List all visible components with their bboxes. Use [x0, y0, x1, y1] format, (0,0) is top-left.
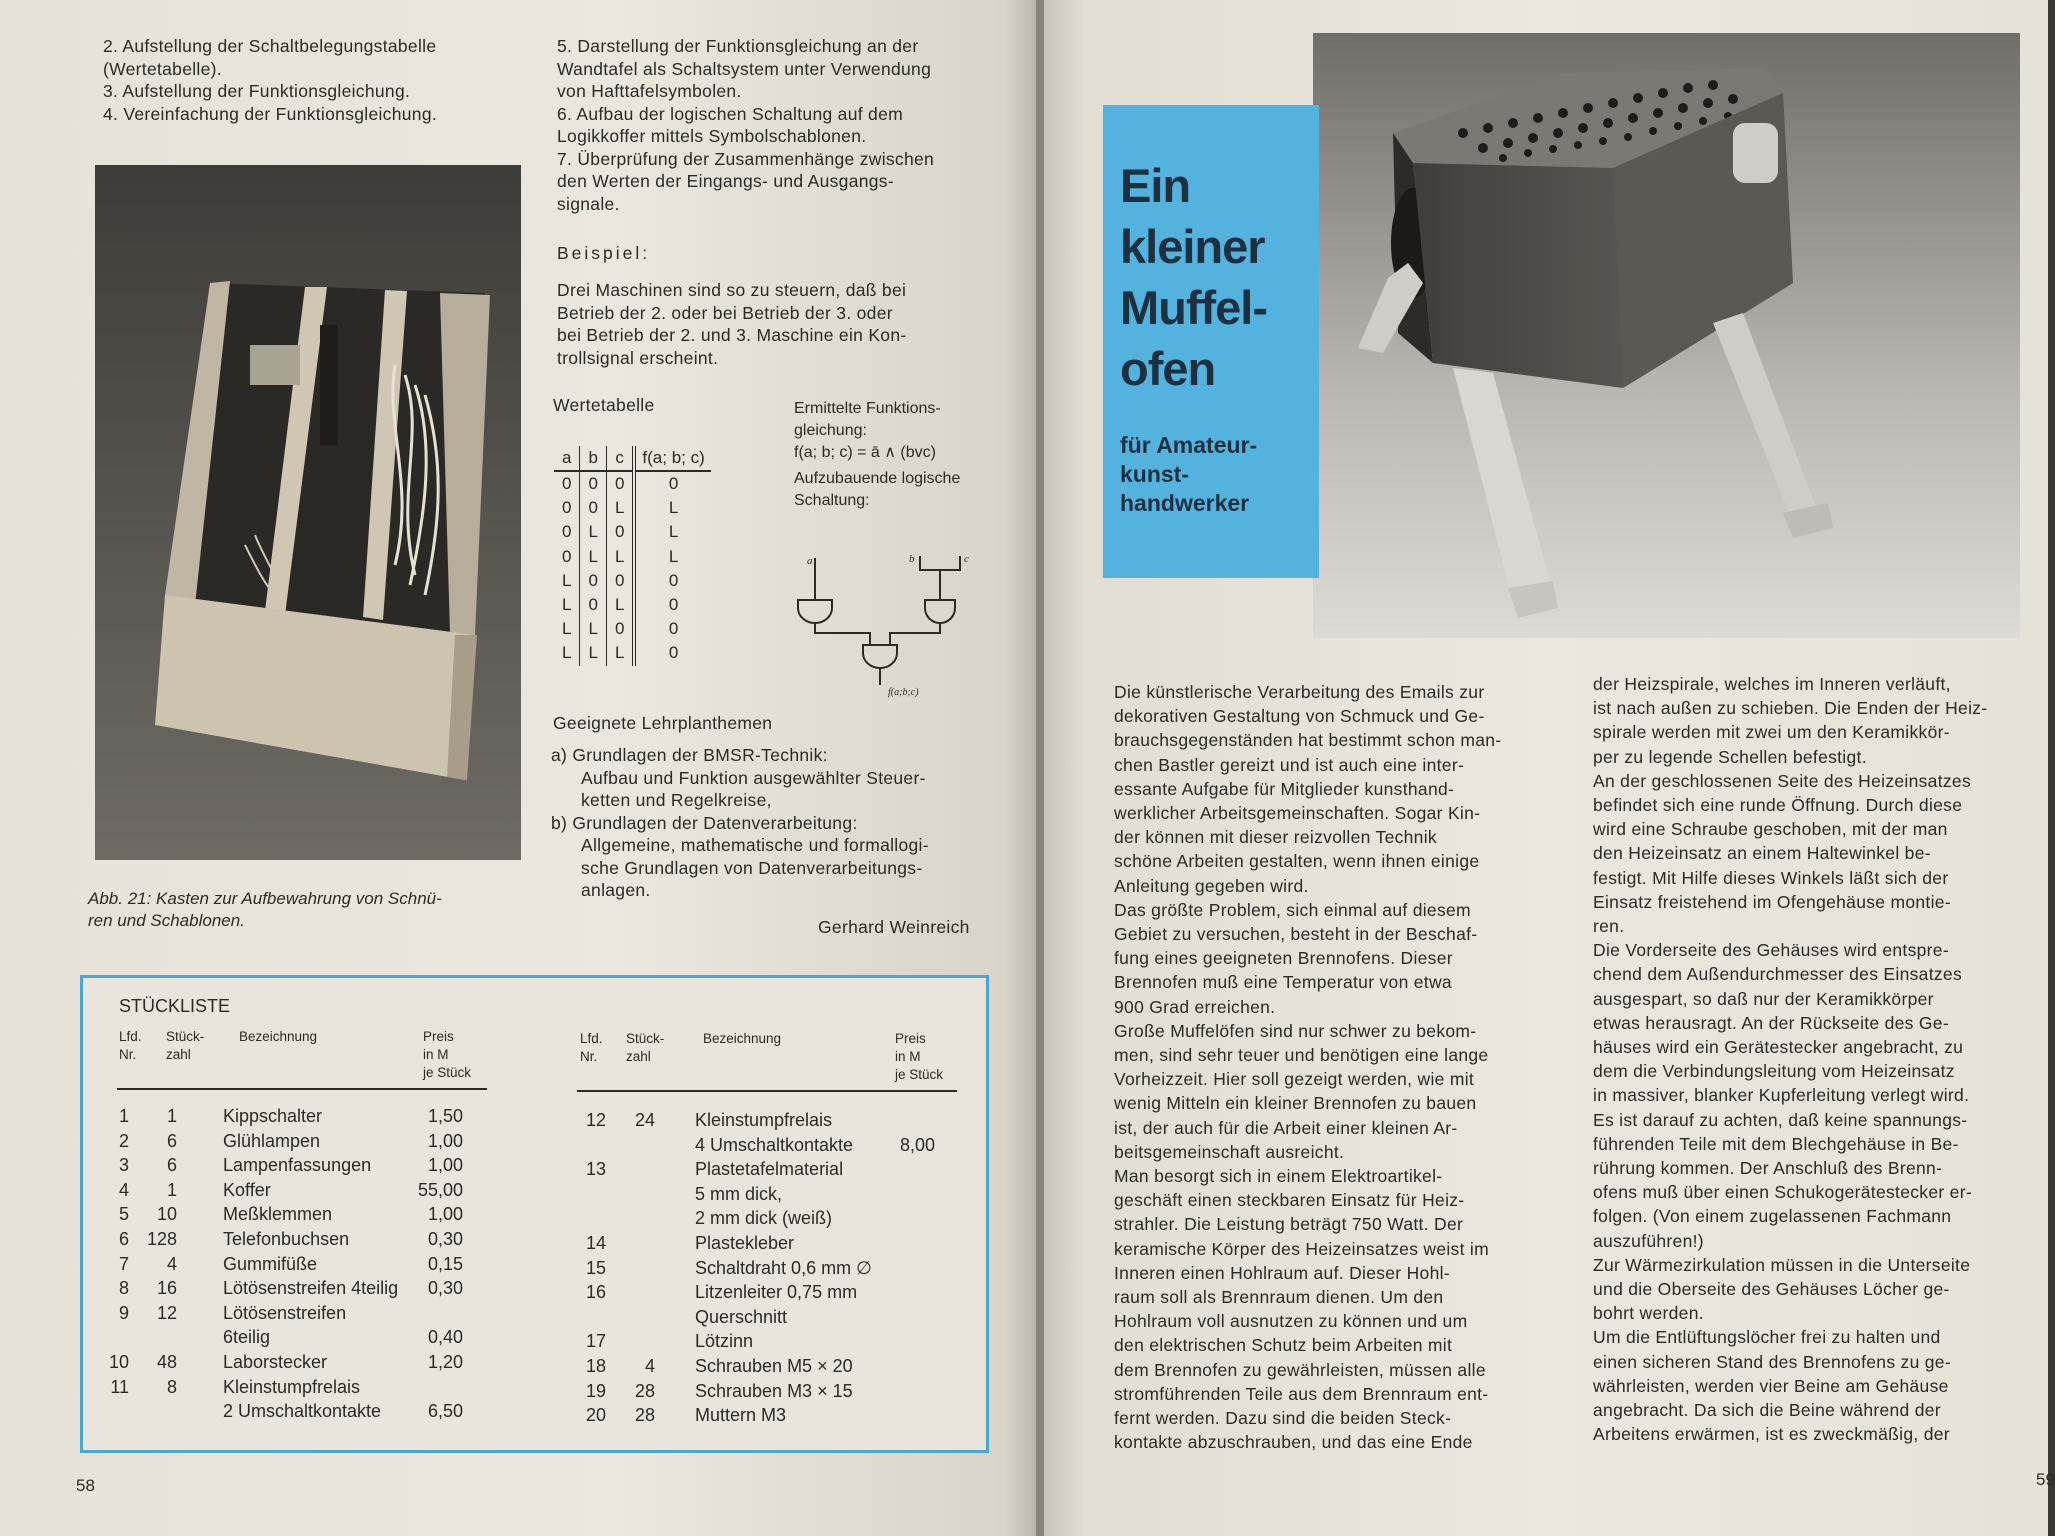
article-line: keramische Körper des Heizeinsatzes weist im — [1114, 1238, 1489, 1259]
stueckliste-cell-nr: 20 — [585, 1405, 606, 1426]
article-line: Die künstlerische Verarbeitung des Emails zur — [1114, 682, 1485, 702]
truth-table-row — [554, 520, 711, 544]
header-rule-right — [577, 1090, 957, 1092]
truth-table-row — [554, 545, 711, 569]
stueckliste-cell-bez: Kleinstumpfrelais — [695, 1110, 833, 1130]
truth-table-body — [554, 471, 711, 666]
article-line: Große Muffelöfen sind nur schwer zu bekom- — [1114, 1020, 1477, 1041]
title-panel — [1103, 105, 1319, 578]
truth-table-row — [554, 569, 711, 593]
truth-table-row — [554, 641, 711, 665]
article-line: häuses wird ein Gerätestecker angebracht, zu — [1593, 1037, 1964, 1058]
article-line: chen Bastler gereizt und ist auch eine inter- — [1114, 754, 1465, 775]
article-title — [1120, 155, 1267, 399]
list-line: 7. Überprüfung der Zusammenhänge zwischen — [557, 148, 935, 169]
article-line: werklicher Arbeitsgemeinschaften. Sogar Kin- — [1114, 803, 1481, 824]
stueckliste-cell-nr: 5 — [118, 1204, 129, 1225]
subtitle-line: handwerker — [1120, 490, 1250, 516]
stueckliste-cell-zahl: 1 — [166, 1106, 177, 1126]
truth-table-cell: 0 — [606, 520, 634, 544]
truth-table-cell: 0 — [606, 471, 634, 496]
article-line: bohrt werden. — [1593, 1303, 1704, 1324]
col-lfd-nr-header — [119, 1028, 142, 1064]
list-line: signale. — [557, 193, 620, 214]
title-line: ofen — [1120, 342, 1216, 395]
stueckliste-cell-preis: 1,00 — [427, 1204, 463, 1225]
beispiel-heading: Beispiel: — [557, 243, 651, 263]
truth-table-cell: L — [606, 545, 634, 569]
stueckliste-cell-bez: Lötösenstreifen 4teilig — [223, 1278, 399, 1299]
article-line: strahler. Die Leistung beträgt 750 Watt. Der — [1114, 1214, 1464, 1235]
truth-table-cell: L — [554, 593, 580, 617]
article-line: kontakte abzuschrauben, und das eine Ende — [1114, 1432, 1473, 1453]
header-lfd: Lfd. — [580, 1031, 603, 1046]
truth-table-cell: L — [606, 496, 634, 520]
article-line: Die Vorderseite des Gehäuses wird entspre- — [1593, 940, 1949, 961]
article-line: brauchsgegenständen hat bestimmt schon man- — [1114, 730, 1502, 751]
stueckliste-cell-preis: 55,00 — [417, 1179, 463, 1200]
article-line: folgen. (Von einem zugelassenen Fachmann — [1593, 1206, 1952, 1227]
stueckliste-cell-bez: Plastetafelmaterial — [695, 1159, 844, 1180]
stueckliste-cell-nr: 18 — [585, 1356, 606, 1376]
article-line: rührung kommen. Der Anschluß des Brenn- — [1593, 1158, 1943, 1179]
wertetabelle-heading: Wertetabelle — [553, 395, 655, 415]
list-line: 6. Aufbau der logischen Schaltung auf dem — [557, 103, 904, 124]
truth-table-cell: 0 — [580, 471, 606, 496]
text-line: Drei Maschinen sind so zu steuern, daß bei — [557, 280, 907, 300]
truth-table-row — [554, 617, 711, 641]
wooden-box-photo — [95, 165, 521, 860]
stueckliste-cell-nr: 2 — [118, 1130, 129, 1151]
gate-or-bc — [925, 600, 955, 623]
article-line: dem die Verbindungsleitung vom Heizeinsatz — [1593, 1061, 1955, 1082]
article-line: den elektrischen Schutz beim Arbeiten mit — [1114, 1335, 1453, 1356]
gate-and — [863, 645, 897, 668]
gate-not-a — [798, 600, 832, 623]
stueckliste-cell-bez: Plastekleber — [695, 1233, 795, 1253]
caption-line: Abb. 21: Kasten zur Aufbewahrung von Schnü- — [88, 889, 442, 908]
lehrplan-item: anlagen. — [581, 880, 651, 900]
col-lfd-nr-header-right — [580, 1030, 603, 1066]
truth-table-cell: 0 — [580, 569, 606, 593]
truth-table-cell: 0 — [580, 593, 606, 617]
stueckliste-cell-preis: 0,30 — [427, 1278, 463, 1299]
header-je-stueck: je Stück — [895, 1067, 944, 1082]
lehrplan-item: b) Grundlagen der Datenverarbeitung: — [551, 812, 858, 833]
col-bezeichnung-header-right: Bezeichnung — [703, 1031, 782, 1046]
truth-table-cell: 0 — [606, 617, 634, 641]
author-name: Gerhard Weinreich — [818, 917, 970, 937]
stueckliste-cell-preis: 1,20 — [427, 1352, 463, 1372]
stueckliste-cell-bez: Muttern M3 — [695, 1405, 787, 1426]
ermittelte-block — [794, 398, 1004, 512]
logic-circuit-diagram — [785, 550, 995, 710]
stueckliste-cell-zahl: 28 — [634, 1405, 655, 1426]
truth-table-row — [554, 471, 711, 496]
wire-to-and-left — [815, 623, 870, 645]
col-f-header: f(a; b; c) — [634, 446, 710, 471]
stueckliste-cell-bez: Lötösenstreifen — [223, 1302, 347, 1323]
article-line: chend dem Außendurchmesser des Einsatzes — [1593, 964, 1962, 985]
stueckliste-cell-bez: Lötzinn — [695, 1331, 754, 1352]
article-line: geschäft einen steckbaren Einsatz für Heiz- — [1114, 1190, 1465, 1211]
stueckliste-cell-nr: 19 — [585, 1380, 606, 1401]
truth-table-cell: 0 — [580, 496, 606, 520]
subtitle-line: kunst- — [1120, 461, 1189, 487]
truth-table-header — [554, 446, 711, 471]
truth-table-cell: 0 — [606, 569, 634, 593]
article-line: ausgespart, so daß nur der Keramikkörper — [1593, 988, 1934, 1009]
article-line: der Heizspirale, welches im Inneren verläuft, — [1593, 674, 1951, 694]
list-line: 5. Darstellung der Funktionsgleichung an der — [557, 36, 919, 56]
circuit-label-a: a — [807, 555, 813, 567]
page-number-left: 58 — [76, 1476, 95, 1495]
truth-table-cell: 0 — [668, 643, 679, 663]
stueckliste-cell-bez: 6teilig — [223, 1327, 271, 1348]
circuit-label-c: c — [964, 553, 969, 565]
stueckliste-cell-bez: Schrauben M5 × 20 — [695, 1356, 853, 1376]
header-zahl: zahl — [626, 1049, 651, 1064]
article-line: Das größte Problem, sich einmal auf diesem — [1114, 899, 1471, 920]
stueckliste-cell-preis: 8,00 — [899, 1134, 935, 1155]
stueckliste-cell-nr: 13 — [585, 1159, 606, 1180]
article-line: men, sind sehr teuer und benötigen eine lange — [1114, 1045, 1489, 1066]
truth-table-cell: L — [668, 546, 679, 566]
stueckliste-title: STÜCKLISTE — [119, 996, 231, 1016]
title-line: Muffel- — [1120, 281, 1268, 334]
stueckliste-cell-bez: Glühlampen — [223, 1130, 321, 1151]
stueckliste-cell-bez: Schrauben M3 × 15 — [695, 1380, 853, 1401]
stueckliste-cell-preis: 0,30 — [427, 1229, 463, 1249]
header-in-m: in M — [423, 1047, 449, 1062]
stueckliste-cell-zahl: 128 — [146, 1229, 177, 1249]
article-line: Inneren einen Hohlraum auf. Dieser Hohl- — [1114, 1262, 1450, 1283]
col-b-header: b — [580, 446, 606, 471]
stueckliste-cell-zahl: 28 — [634, 1380, 655, 1401]
article-column-2 — [1593, 672, 2043, 1447]
header-stueck: Stück- — [626, 1031, 665, 1046]
truth-table-row — [554, 496, 711, 520]
stueckliste-cell-zahl: 48 — [156, 1352, 177, 1372]
wire-to-and-right — [890, 623, 940, 645]
header-nr: Nr. — [580, 1049, 598, 1064]
article-line: dem Brennofen zu gewährleisten, müssen alle — [1114, 1359, 1486, 1380]
list-line: Logikkoffer mittels Symbolschablonen. — [557, 126, 867, 146]
article-line: spirale werden mit zwei um den Keramikkör- — [1593, 722, 1950, 743]
circuit-label-output: f(a;b;c) — [888, 687, 919, 698]
article-line: Zur Wärmezirkulation müssen in die Unterseite — [1593, 1254, 1971, 1275]
article-line: fernt werden. Dazu sind die beiden Steck- — [1114, 1408, 1452, 1429]
truth-table-cell: 0 — [554, 471, 580, 496]
left-col1-list — [103, 35, 503, 125]
truth-table-cell: 0 — [554, 520, 580, 544]
stueckliste-cell-bez: Telefonbuchsen — [223, 1229, 350, 1249]
stueckliste-cell-bez: Laborstecker — [223, 1352, 328, 1372]
article-line: dekorativen Gestaltung von Schmuck und Ge- — [1114, 706, 1485, 727]
lehrplan-item: Aufbau und Funktion ausgewählter Steuer- — [581, 767, 926, 788]
col-a-header: a — [554, 446, 580, 471]
header-stueck: Stück- — [166, 1029, 205, 1044]
col-bezeichnung-header: Bezeichnung — [239, 1029, 318, 1044]
wire-bc — [920, 556, 960, 570]
truth-table-cell: L — [606, 593, 634, 617]
stueckliste-cell-zahl: 6 — [166, 1130, 177, 1151]
truth-table-cell: 0 — [554, 545, 580, 569]
stueckliste-cell-bez: 2 Umschaltkontakte — [223, 1401, 382, 1422]
stueckliste-box — [80, 975, 989, 1453]
stueckliste-cell-nr: 4 — [118, 1179, 129, 1200]
header-rule-left — [117, 1088, 487, 1090]
stueckliste-cell-bez: Kleinstumpfrelais — [223, 1376, 361, 1397]
truth-table-row — [554, 593, 711, 617]
article-line: Man besorgt sich in einem Elektroartikel- — [1114, 1166, 1443, 1187]
col-stueckzahl-header-right — [626, 1030, 664, 1066]
article-line: Arbeitens erwärmen, ist es zweckmäßig, der — [1593, 1424, 1950, 1445]
header-preis: Preis — [423, 1029, 454, 1044]
ermittelte-line: gleichung: — [794, 422, 867, 439]
truth-table-cell: 0 — [554, 496, 580, 520]
stueckliste-cell-preis: 6,50 — [427, 1401, 463, 1422]
list-line: den Werten der Eingangs- und Ausgangs- — [557, 171, 894, 191]
stueckliste-cell-nr: 7 — [118, 1253, 129, 1274]
stueckliste-cell-bez: Litzenleiter 0,75 mm — [695, 1282, 858, 1303]
truth-table-cell: 0 — [668, 474, 679, 493]
article-line: essante Aufgabe für Mitglieder kunsthand- — [1114, 778, 1455, 799]
article-line: fung eines geeigneten Brennofens. Dieser — [1114, 948, 1453, 969]
col-c-header: c — [606, 446, 634, 471]
article-line: Gebiet zu versuchen, besteht in der Beschaf- — [1114, 924, 1478, 945]
article-line: ofens muß über einen Schukogerätestecker er- — [1593, 1182, 1972, 1203]
article-line: festigt. Mit Hilfe dieses Winkels läßt sich der — [1593, 867, 1949, 888]
col-preis-header-right — [895, 1030, 943, 1084]
title-line: Ein — [1120, 159, 1191, 212]
article-line: ist, der auch für die Arbeit einer kleinen Ar- — [1114, 1117, 1458, 1138]
article-line: befindet sich eine runde Öffnung. Durch diese — [1593, 795, 1963, 816]
wooden-box-illustration — [95, 165, 521, 860]
article-line: in massiver, blanker Kupferleitung verlegt wird. — [1593, 1085, 1970, 1106]
lehrplan-item: sche Grundlagen von Datenverarbeitungs- — [581, 857, 923, 878]
article-line: Um die Entlüftungslöcher frei zu halten und — [1593, 1327, 1941, 1348]
stueckliste-cell-preis: 1,00 — [427, 1155, 463, 1176]
article-line: Es ist darauf zu achten, daß keine spannungs- — [1593, 1109, 1968, 1130]
stueckliste-cell-nr: 6 — [118, 1229, 129, 1249]
truth-table-cell: L — [554, 617, 580, 641]
stueckliste-cell-bez: 2 mm dick (weiß) — [695, 1208, 833, 1229]
article-line: wird eine Schraube geschoben, mit der man — [1593, 819, 1948, 840]
truth-table-cell: L — [554, 569, 580, 593]
lehrplan-list — [551, 744, 1001, 902]
stueckliste-cell-nr: 16 — [585, 1282, 606, 1303]
stueckliste-cell-preis: 0,40 — [427, 1327, 463, 1348]
stueckliste-cell-bez: Meßklemmen — [223, 1204, 333, 1225]
truth-table-cell: L — [554, 641, 580, 665]
stueckliste-cell-zahl: 6 — [166, 1155, 177, 1176]
stueckliste-cell-bez: 4 Umschaltkontakte — [695, 1134, 854, 1155]
stueckliste-cell-nr: 3 — [118, 1155, 129, 1176]
truth-table-cell: L — [668, 522, 679, 542]
text-line: trollsignal erscheint. — [557, 347, 719, 368]
article-line: etwas herausragt. An der Rückseite des Ge- — [1593, 1012, 1949, 1033]
stueckliste-cell-zahl: 10 — [156, 1204, 177, 1225]
truth-table-cell: L — [580, 641, 606, 665]
truth-table-cell: L — [668, 498, 679, 518]
article-line: Anleitung gegeben wird. — [1114, 875, 1309, 896]
lehrplan-heading: Geeignete Lehrplanthemen — [553, 713, 773, 733]
stueckliste-cell-bez: 5 mm dick, — [695, 1183, 783, 1204]
truth-table-cell: L — [580, 545, 606, 569]
article-subtitle — [1120, 431, 1257, 518]
stueckliste-cell-nr: 9 — [118, 1302, 129, 1323]
header-preis: Preis — [895, 1031, 926, 1046]
article-line: Vorheizzeit. Hier soll gezeigt werden, wie mit — [1114, 1069, 1475, 1090]
article-line: raum soll als Brennraum dienen. Um den — [1114, 1287, 1444, 1308]
truth-table-cell: 0 — [668, 570, 679, 590]
list-line: Wandtafel als Schaltsystem unter Verwendung — [557, 58, 932, 79]
aufzubauende-line: Schaltung: — [794, 492, 870, 509]
stueckliste-cell-bez: Kippschalter — [223, 1106, 323, 1126]
truth-table-wrapper — [554, 446, 711, 666]
text-line: Betrieb der 2. oder bei Betrieb der 3. oder — [557, 302, 893, 323]
kiln-photo — [1313, 33, 2020, 638]
ermittelte-line: Ermittelte Funktions- — [794, 400, 941, 417]
stueckliste-cell-nr: 11 — [110, 1376, 129, 1397]
beispiel-text — [557, 279, 997, 369]
article-line: An der geschlossenen Seite des Heizeinsatzes — [1593, 770, 1971, 791]
article-line: Hohlraum voll ausnutzen zu können und um — [1114, 1311, 1468, 1332]
stueckliste-cell-zahl: 12 — [156, 1302, 177, 1323]
article-line: stromführenden Teile aus dem Brennraum ent- — [1114, 1383, 1489, 1404]
stueckliste-cell-preis: 0,15 — [427, 1253, 463, 1274]
stueckliste-cell-nr: 12 — [585, 1110, 606, 1130]
title-line: kleiner — [1120, 220, 1265, 273]
article-line: Brennofen muß eine Temperatur von etwa — [1114, 972, 1452, 993]
stueckliste-cell-bez: Gummifüße — [223, 1253, 318, 1274]
stueckliste-cell-preis: 1,50 — [427, 1106, 463, 1126]
stueckliste-cell-bez: Koffer — [223, 1179, 271, 1200]
list-line: 4. Vereinfachung der Funktionsgleichung. — [103, 103, 438, 124]
truth-table-cell: L — [606, 641, 634, 665]
stueckliste-cell-zahl: 4 — [644, 1356, 655, 1376]
book-gutter — [1036, 0, 1044, 1536]
list-line: (Wertetabelle). — [103, 58, 222, 79]
stueckliste-cell-bez: Schaltdraht 0,6 mm ∅ — [695, 1257, 872, 1278]
header-in-m: in M — [895, 1049, 921, 1064]
article-line: der können mit dieser reizvollen Technik — [1114, 827, 1437, 848]
stueckliste-cell-bez: Querschnitt — [695, 1306, 788, 1327]
stueckliste-cell-nr: 15 — [585, 1257, 606, 1278]
stueckliste-cell-zahl: 1 — [166, 1179, 177, 1200]
header-zahl: zahl — [166, 1047, 191, 1062]
stueckliste-cell-nr: 10 — [108, 1352, 129, 1372]
stueckliste-cell-zahl: 24 — [634, 1110, 655, 1130]
article-column-1 — [1114, 680, 1564, 1455]
figure-caption — [88, 888, 528, 932]
article-line: schöne Arbeiten gestalten, wenn ihnen einige — [1114, 851, 1480, 872]
subtitle-line: für Amateur- — [1120, 432, 1258, 458]
truth-table-cell: L — [580, 617, 606, 641]
truth-table — [554, 446, 711, 666]
article-line: auszuführen!) — [1593, 1230, 1704, 1251]
stueckliste-cell-nr: 14 — [585, 1233, 606, 1253]
article-line: per zu legende Schellen befestigt. — [1593, 746, 1867, 767]
col-stueckzahl-header — [166, 1028, 204, 1064]
text-line: bei Betrieb der 2. und 3. Maschine ein Kon- — [557, 325, 907, 345]
col-preis-header — [423, 1028, 471, 1082]
stueckliste-cell-bez: Lampenfassungen — [223, 1155, 372, 1176]
stueckliste-cell-zahl: 4 — [166, 1253, 177, 1274]
lehrplan-item: a) Grundlagen der BMSR-Technik: — [551, 745, 828, 765]
header-nr: Nr. — [119, 1047, 137, 1062]
truth-table-cell: L — [580, 520, 606, 544]
article-line: den Heizeinsatz an einem Haltewinkel be- — [1593, 843, 1931, 864]
header-je-stueck: je Stück — [423, 1065, 472, 1080]
article-line: führenden Teile mit dem Blechgehäuse in Be- — [1593, 1133, 1959, 1154]
header-lfd: Lfd. — [119, 1029, 142, 1044]
stueckliste-cell-zahl: 8 — [166, 1376, 177, 1397]
truth-table-cell: 0 — [668, 619, 679, 639]
article-line: angebracht. Da sich die Beine während der — [1593, 1400, 1941, 1421]
page-number-right: 59 — [2036, 1470, 2055, 1489]
article-line: währleisten, werden vier Beine am Gehäuse — [1593, 1375, 1949, 1396]
article-line: ist nach außen zu schieben. Die Enden der Heiz- — [1593, 698, 1988, 719]
stueckliste-cell-nr: 1 — [118, 1106, 129, 1126]
list-line: von Hafttafelsymbolen. — [557, 81, 742, 101]
article-line: wenig Mitteln ein kleiner Brennofen zu bauen — [1114, 1093, 1477, 1114]
caption-line: ren und Schablonen. — [88, 911, 245, 930]
stueckliste-cell-zahl: 16 — [156, 1278, 177, 1299]
function-equation: f(a; b; c) = ā ∧ (bvc) — [794, 444, 936, 461]
article-line: 900 Grad erreichen. — [1114, 996, 1276, 1017]
lehrplan-item: ketten und Regelkreise, — [581, 790, 772, 810]
article-line: einen sicheren Stand des Brennofens zu ge- — [1593, 1351, 1951, 1372]
article-line: Einsatz freistehend im Ofengehäuse montie- — [1593, 891, 1951, 912]
stueckliste-cell-preis: 1,00 — [427, 1130, 463, 1151]
list-line: 2. Aufstellung der Schaltbelegungstabelle — [103, 36, 437, 56]
kiln-illustration — [1313, 33, 2020, 638]
article-line: ren. — [1593, 916, 1625, 937]
article-line: beitsgemeinschaft ausreicht. — [1114, 1141, 1345, 1162]
aufzubauende-line: Aufzubauende logische — [794, 470, 961, 487]
stueckliste-cell-nr: 8 — [118, 1278, 129, 1299]
lehrplan-item: Allgemeine, mathematische und formallogi- — [581, 835, 929, 855]
circuit-label-b: b — [909, 553, 915, 565]
stueckliste-cell-nr: 17 — [585, 1331, 606, 1352]
article-line: und die Oberseite des Gehäuses Löcher ge- — [1593, 1279, 1950, 1300]
truth-table-cell: 0 — [668, 595, 679, 615]
list-line: 3. Aufstellung der Funktionsgleichung. — [103, 81, 411, 101]
left-col2-list — [557, 35, 997, 215]
